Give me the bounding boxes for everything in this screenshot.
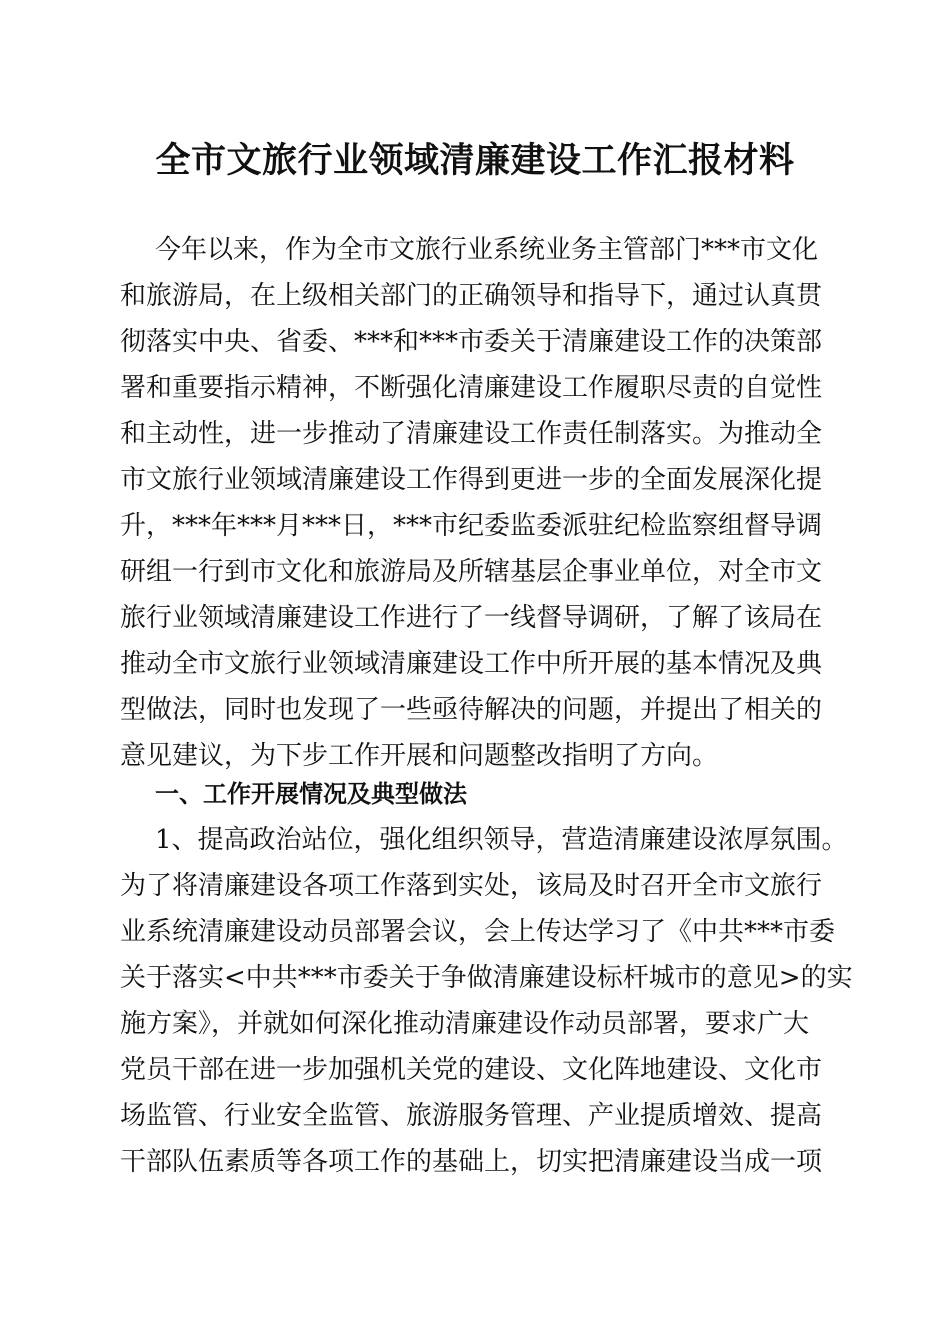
section-line: 业系统清廉建设动员部署会议，会上传达学习了《中共***市委 — [120, 917, 836, 947]
intro-line: 推动全市文旅行业领域清廉建设工作中所开展的基本情况及典 — [120, 649, 823, 679]
intro-line: 和旅游局，在上级相关部门的正确领导和指导下，通过认真贯 — [120, 281, 823, 311]
section-line: 关于落实<中共***市委关于争做清廉建设标杆城市的意见>的实 — [120, 963, 853, 993]
intro-line: 研组一行到市文化和旅游局及所辖基层企事业单位，对全市文 — [120, 557, 823, 587]
intro-line: 意见建议，为下步工作开展和问题整改指明了方向。 — [120, 741, 719, 771]
section-line: 为了将清廉建设各项工作落到实处，该局及时召开全市文旅行 — [120, 871, 823, 901]
intro-line: 型做法，同时也发现了一些亟待解决的问题，并提出了相关的 — [120, 695, 823, 725]
intro-line: 市文旅行业领域清廉建设工作得到更进一步的全面发展深化提 — [120, 465, 823, 495]
section-line: 施方案》，并就如何深化推动清廉建设作动员部署，要求广大 — [120, 1009, 810, 1039]
intro-line: 旅行业领域清廉建设工作进行了一线督导调研，了解了该局在 — [120, 603, 823, 633]
section-line: 场监管、行业安全监管、旅游服务管理、产业提质增效、提高 — [120, 1101, 823, 1131]
intro-line: 和主动性，进一步推动了清廉建设工作责任制落实。为推动全 — [120, 419, 823, 449]
intro-line: 今年以来，作为全市文旅行业系统业务主管部门***市文化 — [155, 235, 819, 265]
intro-line: 升，***年***月***日，***市纪委监委派驻纪检监察组督导调 — [120, 511, 823, 541]
intro-line: 彻落实中央、省委、***和***市委关于清廉建设工作的决策部 — [120, 327, 823, 357]
intro-line: 署和重要指示精神，不断强化清廉建设工作履职尽责的自觉性 — [120, 373, 823, 403]
section-heading: 一、工作开展情况及典型做法 — [155, 780, 467, 808]
section-line: 干部队伍素质等各项工作的基础上，切实把清廉建设当成一项 — [120, 1147, 823, 1177]
document-title: 全市文旅行业领域清廉建设工作汇报材料 — [155, 140, 795, 181]
section-line: 1、提高政治站位，强化组织领导，营造清廉建设浓厚氛围。 — [155, 825, 848, 855]
section-line: 党员干部在进一步加强机关党的建设、文化阵地建设、文化市 — [120, 1055, 823, 1085]
